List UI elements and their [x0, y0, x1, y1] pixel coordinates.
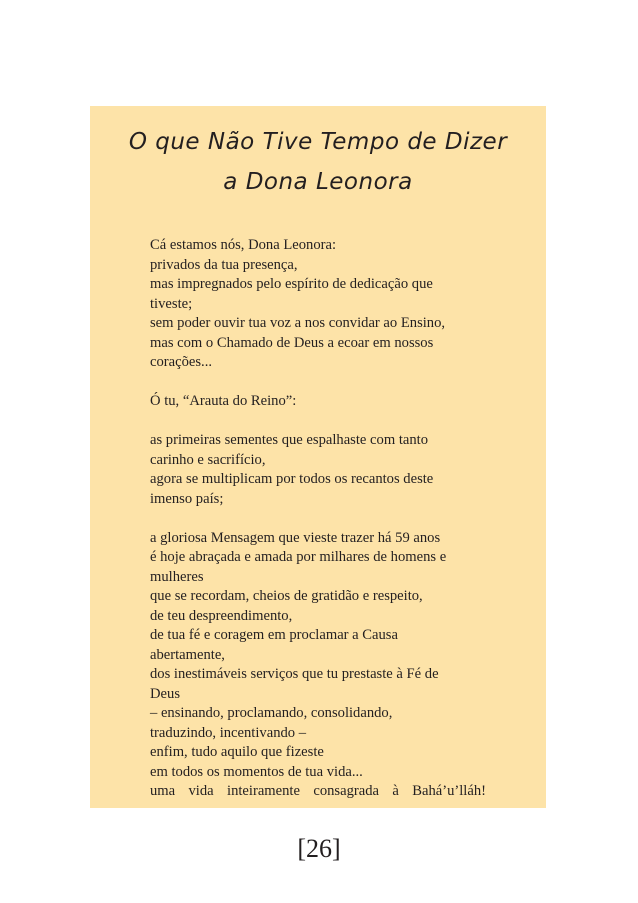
- poem-line: de tua fé e coragem em proclamar a Causa: [150, 627, 398, 643]
- poem-line: carinho e sacrifício,: [150, 451, 266, 468]
- poem-line: uma vida inteiramente consagrada à Bahá’u’lláh!: [150, 783, 486, 799]
- poem-line: é hoje abraçada e amada por milhares de homens e: [150, 549, 447, 565]
- stanza-gap: [150, 373, 490, 393]
- poem-title: [90, 122, 546, 202]
- poem-line: corações...: [150, 354, 212, 370]
- poem-line: de teu despreendimento,: [150, 607, 293, 624]
- poem-line: Deus: [150, 685, 180, 702]
- poem-line: enfim, tudo aquilo que fizeste: [150, 744, 324, 760]
- poem-panel: [90, 106, 546, 808]
- stanza-4: [150, 529, 490, 802]
- poem-line: sem poder ouvir tua voz a nos convidar ao Ensino,: [150, 315, 446, 331]
- poem-line: privados da tua presença,: [150, 256, 298, 273]
- poem-line: tiveste;: [150, 295, 193, 312]
- poem-line: dos inestimáveis serviços que tu prestaste à Fé de: [150, 666, 439, 682]
- stanza-3: [150, 431, 490, 509]
- stanza-gap: [150, 412, 490, 432]
- poem-line: – ensinando, proclamando, consolidando,: [150, 705, 393, 721]
- poem-line: as primeiras sementes que espalhaste com tanto: [150, 432, 429, 448]
- page-number: [26]: [297, 834, 341, 863]
- poem-line: Cá estamos nós, Dona Leonora:: [150, 237, 337, 253]
- poem-line: imenso país;: [150, 490, 224, 507]
- poem-line: que se recordam, cheios de gratidão e respeito,: [150, 588, 423, 604]
- poem-line: em todos os momentos de tua vida...: [150, 763, 363, 780]
- poem-line: mas com o Chamado de Deus a ecoar em nossos: [150, 334, 434, 351]
- stanza-gap: [150, 509, 490, 529]
- title-line-1: O que Não Tive Tempo de Dizer: [128, 129, 508, 155]
- title-line-2: a Dona Leonora: [223, 169, 413, 195]
- poem-line: mulheres: [150, 568, 204, 585]
- poem-body: [150, 236, 490, 802]
- poem-line: traduzindo, incentivando –: [150, 724, 307, 741]
- poem-line: a gloriosa Mensagem que vieste trazer há 59 anos: [150, 529, 441, 546]
- stanza-2: [150, 392, 490, 412]
- stanza-1: [150, 236, 490, 373]
- poem-line: agora se multiplicam por todos os recantos deste: [150, 471, 434, 487]
- poem-line: mas impregnados pelo espírito de dedicação que: [150, 276, 433, 292]
- poem-line: abertamente,: [150, 646, 225, 663]
- poem-line: Ó tu, “Arauta do Reino”:: [150, 393, 297, 409]
